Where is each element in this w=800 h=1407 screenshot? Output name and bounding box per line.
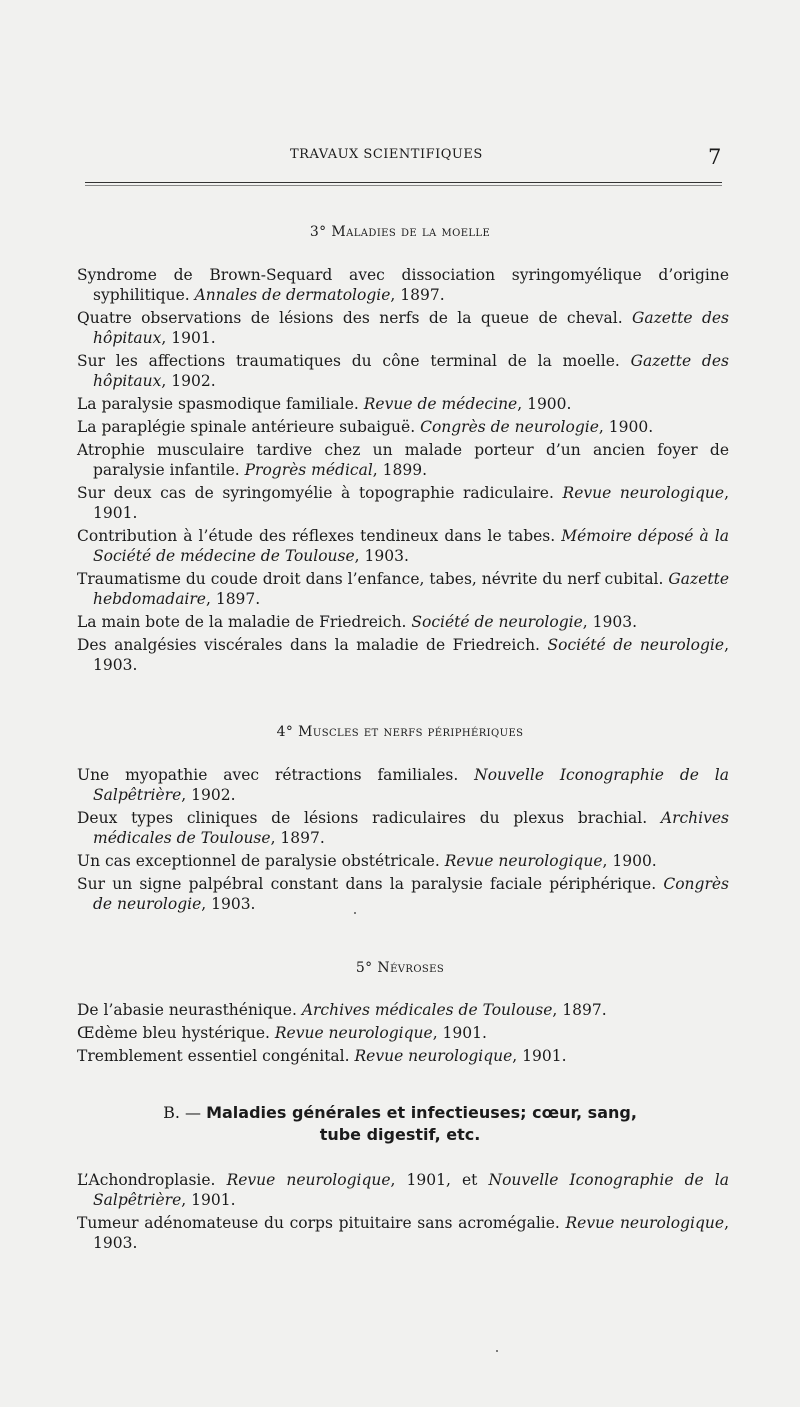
bibliography-entry: De l’abasie neurasthénique. Archives médicales de Toulouse, 1897.	[77, 1001, 607, 1019]
page-number: 7	[708, 145, 722, 169]
ink-speck	[496, 1350, 498, 1352]
bibliography-entry: Œdème bleu hystérique. Revue neurologique, 1901.	[77, 1024, 487, 1042]
entry-list-part-b	[77, 1170, 729, 1256]
bibliography-entry: Tremblement essentiel congénital. Revue neurologique, 1901.	[77, 1047, 567, 1065]
section-title-nevroses: 5° Névroses	[355, 960, 445, 976]
bibliography-entry: La paraplégie spinale antérieure subaiguë. Congrès de neurologie, 1900.	[77, 418, 654, 436]
bibliography-entry: La main bote de la maladie de Friedreich. Société de neurologie, 1903.	[77, 613, 637, 631]
page-header	[0, 145, 800, 175]
entry-list-nevroses	[77, 1000, 729, 1069]
running-title: TRAVAUX SCIENTIFIQUES	[290, 147, 483, 162]
bibliography-entry: Des analgésies viscérales dans la maladie de Friedreich. Société de neurologie, 1903.	[77, 636, 729, 674]
bibliography-entry: Tumeur adénomateuse du corps pituitaire sans acromégalie. Revue neurologique, 1903.	[77, 1214, 730, 1252]
entry-list-muscles	[77, 765, 729, 917]
section-title-muscles: 4° Muscles et nerfs périphériques	[276, 724, 524, 740]
header-rule-shadow	[85, 185, 722, 186]
section-title-moelle: 3° Maladies de la moelle	[309, 224, 491, 240]
part-b-heading: B. — Maladies générales et infectieuses; cœur, sang, tube digestif, etc.	[163, 1103, 637, 1144]
bibliography-entry: Contribution à l’étude des réflexes tendineux dans le tabes. Mémoire déposé à la Société de médecine de Toulouse, 1903.	[77, 527, 729, 565]
entry-list-moelle	[77, 265, 729, 678]
bibliography-entry: Un cas exceptionnel de paralysie obstétricale. Revue neurologique, 1900.	[77, 852, 657, 870]
bibliography-entry: Sur deux cas de syringomyélie à topographie radiculaire. Revue neurologique, 1901.	[77, 484, 729, 522]
bibliography-entry: Traumatisme du coude droit dans l’enfance, tabes, névrite du nerf cubital. Gazette hebdomadaire, 1897.	[77, 570, 729, 608]
bibliography-entry: Une myopathie avec rétractions familiales. Nouvelle Iconographie de la Salpêtrière, 1902.	[77, 766, 729, 804]
bibliography-entry: Sur les affections traumatiques du cône terminal de la moelle. Gazette des hôpitaux, 1902.	[77, 352, 729, 390]
bibliography-entry: Syndrome de Brown-Sequard avec dissociation syringomyélique d’origine syphilitique. Annales de dermatologie, 1897.	[77, 266, 729, 304]
bibliography-entry: Sur un signe palpébral constant dans la paralysie faciale périphérique. Congrès de neurologie, 1903.	[77, 875, 729, 913]
header-rule	[85, 182, 722, 183]
bibliography-entry: La paralysie spasmodique familiale. Revue de médecine, 1900.	[77, 395, 572, 413]
bibliography-entry: Quatre observations de lésions des nerfs de la queue de cheval. Gazette des hôpitaux, 1901.	[77, 309, 730, 347]
bibliography-entry: L’Achondroplasie. Revue neurologique, 1901, et Nouvelle Iconographie de la Salpêtrière, 1901.	[77, 1171, 729, 1209]
bibliography-entry: Atrophie musculaire tardive chez un malade porteur d’un ancien foyer de paralysie infantile. Progrès médical, 1899.	[77, 441, 729, 479]
ink-speck	[354, 912, 356, 914]
bibliography-entry: Deux types cliniques de lésions radiculaires du plexus brachial. Archives médicales de Toulouse, 1897.	[77, 809, 729, 847]
